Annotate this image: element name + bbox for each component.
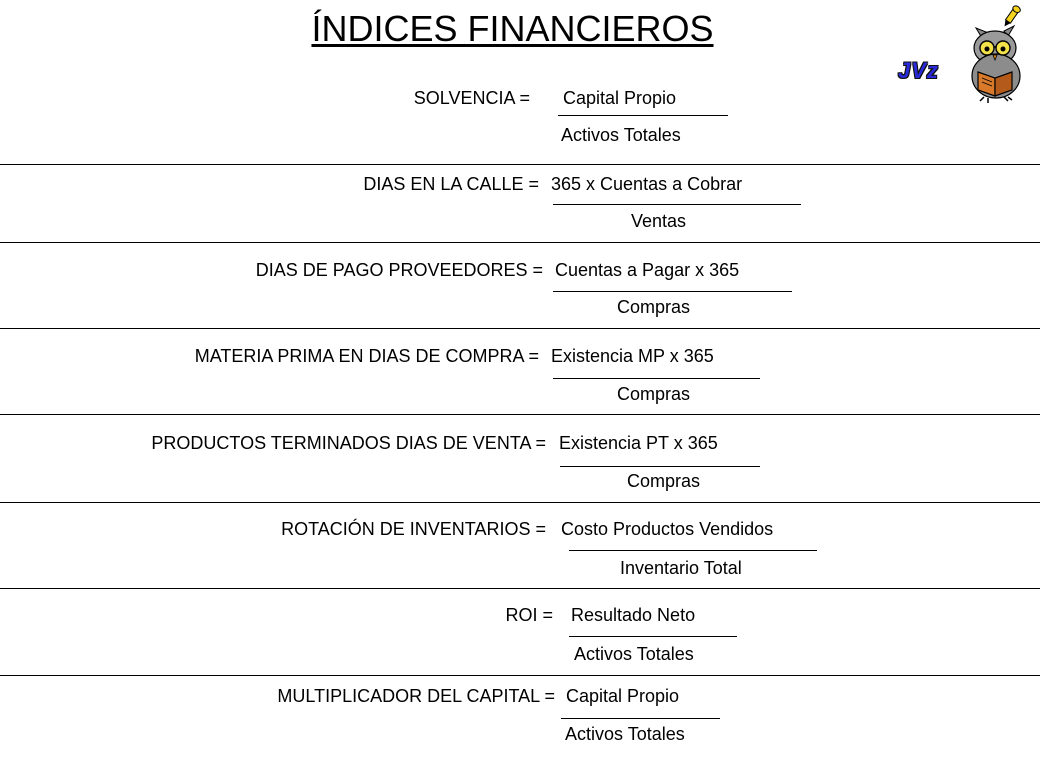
ratio-label: MULTIPLICADOR DEL CAPITAL = xyxy=(277,686,555,706)
ratio-label: DIAS DE PAGO PROVEEDORES = xyxy=(255,260,543,280)
ratio-numerator: Capital Propio xyxy=(566,686,680,706)
fraction-bar xyxy=(558,115,728,116)
fraction-bar xyxy=(561,718,720,719)
ratio-denominator: Activos Totales xyxy=(565,724,685,744)
fraction-bar xyxy=(569,550,817,551)
ratio-denominator: Activos Totales xyxy=(561,125,681,145)
ratio-label: SOLVENCIA = xyxy=(413,88,530,108)
ratio-denominator: Activos Totales xyxy=(574,644,694,664)
ratio-numerator: Existencia MP x 365 xyxy=(551,346,714,366)
fraction-bar xyxy=(553,204,801,205)
row-separator xyxy=(0,328,1040,329)
row-separator xyxy=(0,242,1040,243)
row-separator xyxy=(0,164,1040,165)
owl-logo-icon xyxy=(898,4,1034,104)
row-separator xyxy=(0,675,1040,676)
ratio-label: ROTACIÓN DE INVENTARIOS = xyxy=(281,519,546,539)
ratio-label: MATERIA PRIMA EN DIAS DE COMPRA = xyxy=(194,346,539,366)
fraction-bar xyxy=(553,291,792,292)
logo-text: JVz xyxy=(898,58,939,83)
row-separator xyxy=(0,414,1040,415)
page-title: ÍNDICES FINANCIEROS xyxy=(311,8,714,49)
ratio-denominator: Compras xyxy=(617,297,691,317)
ratio-numerator: Resultado Neto xyxy=(571,605,696,625)
ratio-label: DIAS EN LA CALLE = xyxy=(363,174,539,194)
ratio-label: PRODUCTOS TERMINADOS DIAS DE VENTA = xyxy=(151,433,546,453)
ratio-label: ROI = xyxy=(505,605,553,625)
fraction-bar xyxy=(569,636,737,637)
ratio-numerator: Existencia PT x 365 xyxy=(559,433,718,453)
ratio-numerator: 365 x Cuentas a Cobrar xyxy=(551,174,743,194)
row-separator xyxy=(0,588,1040,589)
fraction-bar xyxy=(553,378,760,379)
ratio-denominator: Ventas xyxy=(631,211,687,231)
ratio-denominator: Inventario Total xyxy=(620,558,742,578)
ratio-numerator: Cuentas a Pagar x 365 xyxy=(555,260,740,280)
ratio-numerator: Costo Productos Vendidos xyxy=(561,519,774,539)
row-separator xyxy=(0,502,1040,503)
ratio-denominator: Compras xyxy=(627,471,701,491)
ratio-numerator: Capital Propio xyxy=(563,88,677,108)
fraction-bar xyxy=(560,466,760,467)
ratio-denominator: Compras xyxy=(617,384,691,404)
